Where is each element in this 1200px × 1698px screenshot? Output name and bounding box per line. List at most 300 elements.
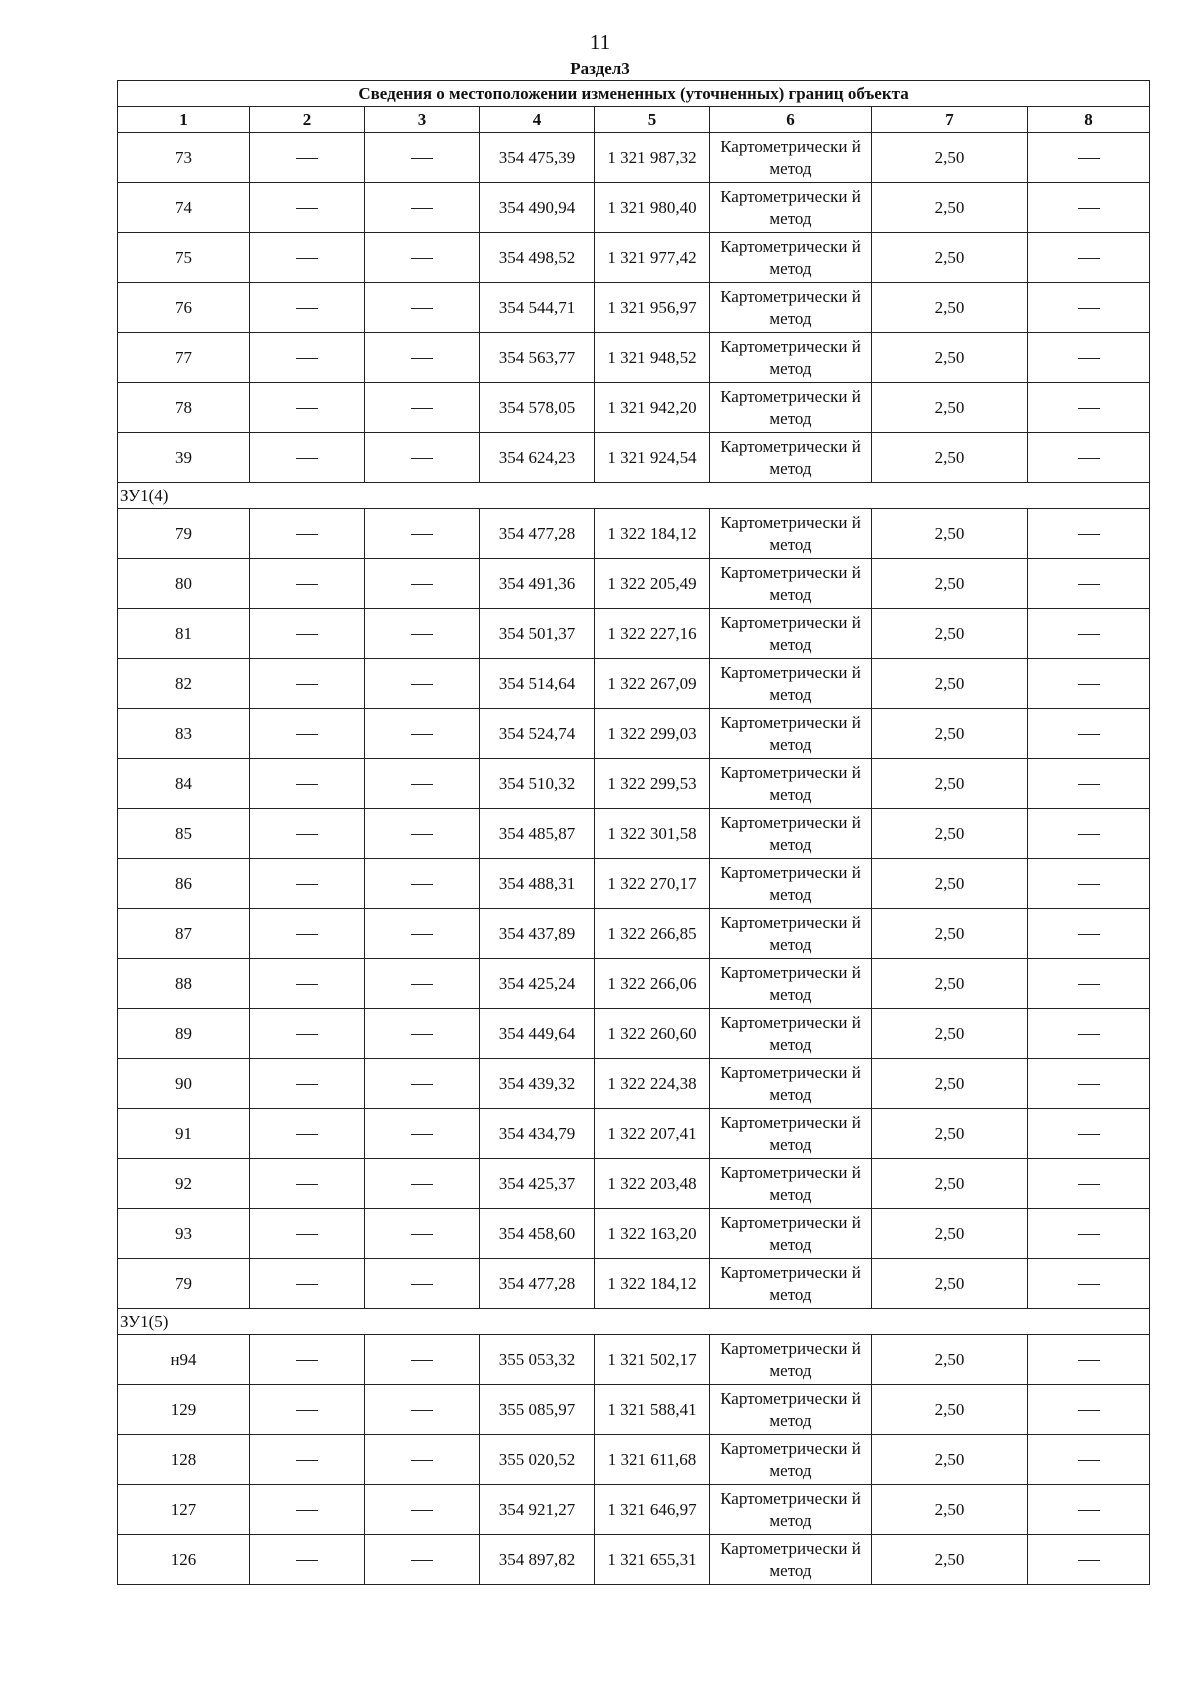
dash-mark	[1078, 1084, 1100, 1085]
x-coordinate-cell: 354 458,60	[480, 1209, 595, 1259]
dash-mark	[296, 408, 318, 409]
table-row	[118, 283, 1150, 333]
column-3-empty-cell	[365, 709, 480, 759]
point-number-cell: 77	[118, 333, 250, 383]
accuracy-cell: 2,50	[872, 809, 1028, 859]
accuracy-cell: 2,50	[872, 1535, 1028, 1585]
page-number: 11	[589, 30, 611, 54]
column-3-empty-cell	[365, 1109, 480, 1159]
dash-mark	[1078, 1360, 1100, 1361]
table-row	[118, 659, 1150, 709]
x-coordinate-cell: 354 425,37	[480, 1159, 595, 1209]
method-cell: Картометрически й метод	[710, 1109, 872, 1159]
point-number-cell: 79	[118, 1259, 250, 1309]
table-row	[118, 1385, 1150, 1435]
dash-mark	[1078, 934, 1100, 935]
column-8-empty-cell	[1028, 1159, 1150, 1209]
dash-mark	[411, 1460, 433, 1461]
dash-mark	[1078, 208, 1100, 209]
dash-mark	[1078, 984, 1100, 985]
column-8-empty-cell	[1028, 1259, 1150, 1309]
dash-mark	[296, 458, 318, 459]
dash-mark	[1078, 1184, 1100, 1185]
table-row	[118, 809, 1150, 859]
column-3-empty-cell	[365, 609, 480, 659]
y-coordinate-cell: 1 321 942,20	[595, 383, 710, 433]
column-number-1: 1	[118, 107, 250, 133]
table-row	[118, 509, 1150, 559]
y-coordinate-cell: 1 322 299,53	[595, 759, 710, 809]
x-coordinate-cell: 354 501,37	[480, 609, 595, 659]
accuracy-cell: 2,50	[872, 609, 1028, 659]
table-row	[118, 759, 1150, 809]
y-coordinate-cell: 1 321 977,42	[595, 233, 710, 283]
dash-mark	[296, 258, 318, 259]
method-cell: Картометрически й метод	[710, 1059, 872, 1109]
dash-mark	[296, 734, 318, 735]
x-coordinate-cell: 354 514,64	[480, 659, 595, 709]
column-2-empty-cell	[250, 809, 365, 859]
method-cell: Картометрически й метод	[710, 859, 872, 909]
dash-mark	[296, 1360, 318, 1361]
column-3-empty-cell	[365, 183, 480, 233]
column-number-4: 4	[480, 107, 595, 133]
column-2-empty-cell	[250, 383, 365, 433]
x-coordinate-cell: 354 439,32	[480, 1059, 595, 1109]
column-8-empty-cell	[1028, 1535, 1150, 1585]
accuracy-cell: 2,50	[872, 183, 1028, 233]
dash-mark	[411, 1284, 433, 1285]
column-2-empty-cell	[250, 1259, 365, 1309]
column-8-empty-cell	[1028, 1385, 1150, 1435]
accuracy-cell: 2,50	[872, 859, 1028, 909]
point-number-cell: 88	[118, 959, 250, 1009]
column-8-empty-cell	[1028, 509, 1150, 559]
y-coordinate-cell: 1 321 987,32	[595, 133, 710, 183]
dash-mark	[296, 358, 318, 359]
point-number-cell: 80	[118, 559, 250, 609]
column-8-empty-cell	[1028, 1435, 1150, 1485]
column-number-3: 3	[365, 107, 480, 133]
accuracy-cell: 2,50	[872, 1209, 1028, 1259]
y-coordinate-cell: 1 322 184,12	[595, 1259, 710, 1309]
accuracy-cell: 2,50	[872, 1385, 1028, 1435]
column-2-empty-cell	[250, 1009, 365, 1059]
dash-mark	[1078, 158, 1100, 159]
column-2-empty-cell	[250, 1209, 365, 1259]
y-coordinate-cell: 1 321 980,40	[595, 183, 710, 233]
column-8-empty-cell	[1028, 1335, 1150, 1385]
group-label: ЗУ1(5)	[118, 1309, 1150, 1335]
table-row	[118, 1159, 1150, 1209]
accuracy-cell: 2,50	[872, 1109, 1028, 1159]
table-row	[118, 909, 1150, 959]
method-cell: Картометрически й метод	[710, 1159, 872, 1209]
dash-mark	[1078, 408, 1100, 409]
accuracy-cell: 2,50	[872, 383, 1028, 433]
method-cell: Картометрически й метод	[710, 183, 872, 233]
column-2-empty-cell	[250, 909, 365, 959]
column-3-empty-cell	[365, 1209, 480, 1259]
table-row	[118, 183, 1150, 233]
column-2-empty-cell	[250, 1535, 365, 1585]
dash-mark	[411, 458, 433, 459]
y-coordinate-cell: 1 322 207,41	[595, 1109, 710, 1159]
method-cell: Картометрически й метод	[710, 1435, 872, 1485]
dash-mark	[296, 784, 318, 785]
table-row	[118, 433, 1150, 483]
table-row	[118, 1435, 1150, 1485]
table-row	[118, 1209, 1150, 1259]
accuracy-cell: 2,50	[872, 283, 1028, 333]
method-cell: Картометрически й метод	[710, 659, 872, 709]
column-2-empty-cell	[250, 1385, 365, 1435]
dash-mark	[296, 1034, 318, 1035]
column-8-empty-cell	[1028, 133, 1150, 183]
x-coordinate-cell: 354 475,39	[480, 133, 595, 183]
column-8-empty-cell	[1028, 909, 1150, 959]
point-number-cell: 39	[118, 433, 250, 483]
method-cell: Картометрически й метод	[710, 709, 872, 759]
method-cell: Картометрически й метод	[710, 233, 872, 283]
x-coordinate-cell: 354 437,89	[480, 909, 595, 959]
accuracy-cell: 2,50	[872, 1485, 1028, 1535]
y-coordinate-cell: 1 322 184,12	[595, 509, 710, 559]
x-coordinate-cell: 354 449,64	[480, 1009, 595, 1059]
method-cell: Картометрически й метод	[710, 609, 872, 659]
x-coordinate-cell: 354 524,74	[480, 709, 595, 759]
dash-mark	[411, 1184, 433, 1185]
accuracy-cell: 2,50	[872, 433, 1028, 483]
dash-mark	[411, 834, 433, 835]
accuracy-cell: 2,50	[872, 559, 1028, 609]
column-3-empty-cell	[365, 1259, 480, 1309]
dash-mark	[296, 1234, 318, 1235]
dash-mark	[411, 984, 433, 985]
y-coordinate-cell: 1 322 224,38	[595, 1059, 710, 1109]
column-2-empty-cell	[250, 959, 365, 1009]
column-3-empty-cell	[365, 909, 480, 959]
column-2-empty-cell	[250, 433, 365, 483]
dash-mark	[1078, 884, 1100, 885]
column-3-empty-cell	[365, 283, 480, 333]
dash-mark	[296, 884, 318, 885]
dash-mark	[411, 208, 433, 209]
dash-mark	[1078, 1510, 1100, 1511]
method-cell: Картометрически й метод	[710, 1259, 872, 1309]
point-number-cell: 86	[118, 859, 250, 909]
dash-mark	[1078, 534, 1100, 535]
column-3-empty-cell	[365, 133, 480, 183]
dash-mark	[296, 534, 318, 535]
dash-mark	[296, 684, 318, 685]
method-cell: Картометрически й метод	[710, 959, 872, 1009]
y-coordinate-cell: 1 322 203,48	[595, 1159, 710, 1209]
y-coordinate-cell: 1 321 502,17	[595, 1335, 710, 1385]
column-number-6: 6	[710, 107, 872, 133]
table-row	[118, 959, 1150, 1009]
column-3-empty-cell	[365, 959, 480, 1009]
y-coordinate-cell: 1 321 655,31	[595, 1535, 710, 1585]
accuracy-cell: 2,50	[872, 1259, 1028, 1309]
y-coordinate-cell: 1 321 646,97	[595, 1485, 710, 1535]
method-cell: Картометрически й метод	[710, 1209, 872, 1259]
dash-mark	[1078, 1034, 1100, 1035]
column-8-empty-cell	[1028, 233, 1150, 283]
dash-mark	[296, 634, 318, 635]
dash-mark	[411, 1510, 433, 1511]
x-coordinate-cell: 354 425,24	[480, 959, 595, 1009]
table-row	[118, 609, 1150, 659]
y-coordinate-cell: 1 322 299,03	[595, 709, 710, 759]
dash-mark	[1078, 308, 1100, 309]
point-number-cell: 127	[118, 1485, 250, 1535]
x-coordinate-cell: 354 485,87	[480, 809, 595, 859]
dash-mark	[1078, 1460, 1100, 1461]
point-number-cell: 74	[118, 183, 250, 233]
point-number-cell: 126	[118, 1535, 250, 1585]
column-2-empty-cell	[250, 333, 365, 383]
point-number-cell: 83	[118, 709, 250, 759]
point-number-cell: н94	[118, 1335, 250, 1385]
method-cell: Картометрически й метод	[710, 759, 872, 809]
dash-mark	[296, 1084, 318, 1085]
dash-mark	[296, 1410, 318, 1411]
x-coordinate-cell: 355 020,52	[480, 1435, 595, 1485]
accuracy-cell: 2,50	[872, 1159, 1028, 1209]
accuracy-cell: 2,50	[872, 233, 1028, 283]
x-coordinate-cell: 354 624,23	[480, 433, 595, 483]
column-8-empty-cell	[1028, 183, 1150, 233]
dash-mark	[296, 308, 318, 309]
table-row	[118, 1059, 1150, 1109]
point-number-cell: 84	[118, 759, 250, 809]
dash-mark	[411, 784, 433, 785]
column-8-empty-cell	[1028, 283, 1150, 333]
column-number-8: 8	[1028, 107, 1150, 133]
point-number-cell: 87	[118, 909, 250, 959]
column-8-empty-cell	[1028, 859, 1150, 909]
y-coordinate-cell: 1 321 948,52	[595, 333, 710, 383]
column-8-empty-cell	[1028, 559, 1150, 609]
dash-mark	[1078, 1560, 1100, 1561]
dash-mark	[1078, 1284, 1100, 1285]
method-cell: Картометрически й метод	[710, 1535, 872, 1585]
dash-mark	[1078, 734, 1100, 735]
dash-mark	[1078, 784, 1100, 785]
table-row	[118, 1335, 1150, 1385]
dash-mark	[296, 1284, 318, 1285]
point-number-cell: 93	[118, 1209, 250, 1259]
accuracy-cell: 2,50	[872, 909, 1028, 959]
column-8-empty-cell	[1028, 1209, 1150, 1259]
method-cell: Картометрически й метод	[710, 1385, 872, 1435]
point-number-cell: 73	[118, 133, 250, 183]
dash-mark	[411, 358, 433, 359]
column-8-empty-cell	[1028, 383, 1150, 433]
column-8-empty-cell	[1028, 759, 1150, 809]
column-8-empty-cell	[1028, 1059, 1150, 1109]
dash-mark	[411, 158, 433, 159]
column-3-empty-cell	[365, 1385, 480, 1435]
dash-mark	[411, 1410, 433, 1411]
dash-mark	[296, 584, 318, 585]
point-number-cell: 82	[118, 659, 250, 709]
dash-mark	[411, 408, 433, 409]
y-coordinate-cell: 1 322 227,16	[595, 609, 710, 659]
boundary-coordinates-table	[117, 80, 1150, 1585]
accuracy-cell: 2,50	[872, 709, 1028, 759]
column-3-empty-cell	[365, 759, 480, 809]
x-coordinate-cell: 354 544,71	[480, 283, 595, 333]
point-number-cell: 81	[118, 609, 250, 659]
column-2-empty-cell	[250, 1159, 365, 1209]
x-coordinate-cell: 354 490,94	[480, 183, 595, 233]
column-2-empty-cell	[250, 183, 365, 233]
method-cell: Картометрически й метод	[710, 1335, 872, 1385]
column-3-empty-cell	[365, 383, 480, 433]
dash-mark	[296, 1510, 318, 1511]
table-row	[118, 1109, 1150, 1159]
dash-mark	[1078, 258, 1100, 259]
dash-mark	[1078, 1410, 1100, 1411]
column-3-empty-cell	[365, 1435, 480, 1485]
table-row	[118, 233, 1150, 283]
dash-mark	[411, 1360, 433, 1361]
x-coordinate-cell: 354 510,32	[480, 759, 595, 809]
dash-mark	[411, 1134, 433, 1135]
method-cell: Картометрически й метод	[710, 333, 872, 383]
dash-mark	[296, 208, 318, 209]
x-coordinate-cell: 355 085,97	[480, 1385, 595, 1435]
x-coordinate-cell: 354 921,27	[480, 1485, 595, 1535]
column-number-5: 5	[595, 107, 710, 133]
accuracy-cell: 2,50	[872, 509, 1028, 559]
column-3-empty-cell	[365, 333, 480, 383]
x-coordinate-cell: 354 897,82	[480, 1535, 595, 1585]
method-cell: Картометрически й метод	[710, 1009, 872, 1059]
dash-mark	[411, 1560, 433, 1561]
table-row	[118, 859, 1150, 909]
dash-mark	[296, 1560, 318, 1561]
column-2-empty-cell	[250, 1059, 365, 1109]
dash-mark	[411, 1034, 433, 1035]
column-2-empty-cell	[250, 509, 365, 559]
x-coordinate-cell: 354 477,28	[480, 509, 595, 559]
y-coordinate-cell: 1 321 611,68	[595, 1435, 710, 1485]
point-number-cell: 129	[118, 1385, 250, 1435]
point-number-cell: 78	[118, 383, 250, 433]
point-number-cell: 128	[118, 1435, 250, 1485]
dash-mark	[411, 934, 433, 935]
dash-mark	[411, 1084, 433, 1085]
dash-mark	[296, 1460, 318, 1461]
column-3-empty-cell	[365, 1009, 480, 1059]
column-2-empty-cell	[250, 1435, 365, 1485]
column-2-empty-cell	[250, 1485, 365, 1535]
column-3-empty-cell	[365, 433, 480, 483]
column-3-empty-cell	[365, 1059, 480, 1109]
dash-mark	[1078, 358, 1100, 359]
column-2-empty-cell	[250, 859, 365, 909]
column-8-empty-cell	[1028, 709, 1150, 759]
table-body	[118, 133, 1150, 1585]
column-3-empty-cell	[365, 659, 480, 709]
column-8-empty-cell	[1028, 659, 1150, 709]
x-coordinate-cell: 354 563,77	[480, 333, 595, 383]
column-3-empty-cell	[365, 1485, 480, 1535]
y-coordinate-cell: 1 322 267,09	[595, 659, 710, 709]
table-row	[118, 1009, 1150, 1059]
method-cell: Картометрически й метод	[710, 433, 872, 483]
method-cell: Картометрически й метод	[710, 1485, 872, 1535]
dash-mark	[411, 634, 433, 635]
method-cell: Картометрически й метод	[710, 809, 872, 859]
column-2-empty-cell	[250, 709, 365, 759]
group-label: ЗУ1(4)	[118, 483, 1150, 509]
point-number-cell: 75	[118, 233, 250, 283]
column-2-empty-cell	[250, 283, 365, 333]
column-number-2: 2	[250, 107, 365, 133]
y-coordinate-cell: 1 321 924,54	[595, 433, 710, 483]
point-number-cell: 89	[118, 1009, 250, 1059]
column-3-empty-cell	[365, 1335, 480, 1385]
column-2-empty-cell	[250, 609, 365, 659]
x-coordinate-cell: 354 578,05	[480, 383, 595, 433]
column-2-empty-cell	[250, 759, 365, 809]
y-coordinate-cell: 1 321 588,41	[595, 1385, 710, 1435]
method-cell: Картометрически й метод	[710, 909, 872, 959]
group-header-row	[118, 1309, 1150, 1335]
column-2-empty-cell	[250, 233, 365, 283]
dash-mark	[411, 734, 433, 735]
column-2-empty-cell	[250, 1109, 365, 1159]
y-coordinate-cell: 1 322 266,85	[595, 909, 710, 959]
section-title: Раздел3	[570, 59, 630, 78]
dash-mark	[411, 534, 433, 535]
column-number-row	[118, 107, 1150, 133]
dash-mark	[1078, 834, 1100, 835]
table-row	[118, 383, 1150, 433]
accuracy-cell: 2,50	[872, 1059, 1028, 1109]
table-row	[118, 1535, 1150, 1585]
dash-mark	[1078, 684, 1100, 685]
column-8-empty-cell	[1028, 433, 1150, 483]
dash-mark	[411, 1234, 433, 1235]
x-coordinate-cell: 354 488,31	[480, 859, 595, 909]
method-cell: Картометрически й метод	[710, 559, 872, 609]
method-cell: Картометрически й метод	[710, 133, 872, 183]
table-row	[118, 133, 1150, 183]
dash-mark	[1078, 458, 1100, 459]
column-3-empty-cell	[365, 859, 480, 909]
dash-mark	[411, 308, 433, 309]
dash-mark	[296, 834, 318, 835]
column-3-empty-cell	[365, 1159, 480, 1209]
point-number-cell: 90	[118, 1059, 250, 1109]
column-3-empty-cell	[365, 559, 480, 609]
accuracy-cell: 2,50	[872, 759, 1028, 809]
column-3-empty-cell	[365, 1535, 480, 1585]
point-number-cell: 91	[118, 1109, 250, 1159]
accuracy-cell: 2,50	[872, 959, 1028, 1009]
x-coordinate-cell: 354 498,52	[480, 233, 595, 283]
method-cell: Картометрически й метод	[710, 283, 872, 333]
y-coordinate-cell: 1 322 260,60	[595, 1009, 710, 1059]
point-number-cell: 85	[118, 809, 250, 859]
column-3-empty-cell	[365, 509, 480, 559]
method-cell: Картометрически й метод	[710, 383, 872, 433]
